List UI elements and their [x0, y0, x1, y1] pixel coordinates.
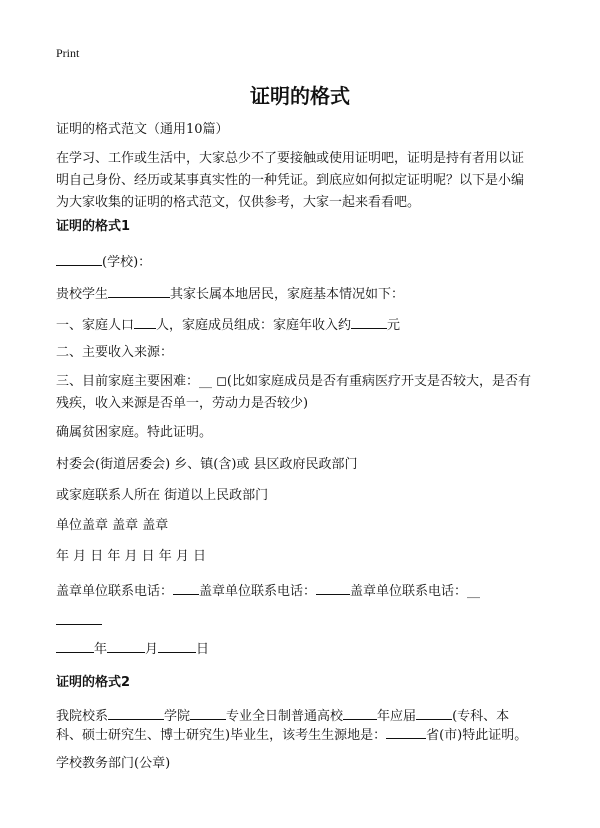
blank-field: [386, 724, 426, 739]
date-line: 年 月 日 年 月 日 年 月 日: [56, 549, 207, 564]
section-1-heading: 证明的格式1: [56, 219, 131, 234]
blank-field: [56, 610, 102, 625]
intro-line-1: 在学习、工作或生活中，大家总少不了要接触或使用证明吧，证明是持有者用以证: [56, 151, 525, 166]
graduate-text-5: (专科、本: [452, 709, 510, 724]
blank-field: [107, 638, 145, 653]
contact-line: 或家庭联系人所在 街道以上民政部门: [56, 488, 269, 503]
blank-field: [190, 705, 226, 720]
graduate-text-3: 专业全日制普通高校: [226, 709, 344, 724]
blank-field: [316, 580, 350, 595]
difficulty-line-2: 残疾，收入来源是否单一，劳动力是否较少): [56, 396, 309, 411]
graduate-line-2: [56, 724, 556, 745]
blank-field: [56, 251, 102, 266]
difficulty-paragraph: [56, 371, 548, 415]
blank-field: [56, 638, 94, 653]
blank-field: [158, 638, 196, 653]
document-subtitle: 证明的格式范文（通用10篇）: [56, 122, 229, 137]
intro-line-2: 明自己身份、经历或某事真实性的一种凭证。到底应如何拟定证明呢？以下是小编: [56, 173, 525, 188]
blank-field: [416, 705, 452, 720]
document-title: 证明的格式: [250, 84, 350, 108]
graduate-line-1: [56, 705, 556, 726]
phone-label-2: 盖章单位联系电话：: [199, 584, 317, 599]
blank-field: [173, 580, 199, 595]
student-line-suffix: 其家长属本地居民，家庭基本情况如下：: [170, 287, 405, 302]
school-line: [56, 251, 556, 272]
graduate-text-7: 省(市)特此证明。: [426, 728, 528, 743]
household-text-b: 人，家庭成员组成：家庭年收入约: [156, 318, 352, 333]
household-line: [56, 314, 556, 335]
income-source-line: 二、主要收入来源：: [56, 345, 174, 360]
date-year-label: 年: [94, 642, 108, 657]
phone-continuation-line: [56, 610, 556, 631]
blank-field: [351, 314, 387, 329]
confirm-line: 确属贫困家庭。特此证明。: [56, 425, 213, 440]
school-line-suffix: (学校)：: [102, 255, 152, 270]
graduate-text-4: 年应届: [377, 709, 417, 724]
student-line-prefix: 贵校学生: [56, 287, 109, 302]
village-line: 村委会(街道居委会) 乡、镇(含)或 县区政府民政部门: [56, 457, 358, 472]
date-month-label: 月: [145, 642, 159, 657]
intro-line-3: 为大家收集的证明的格式范文，仅供参考，大家一起来看看吧。: [56, 195, 421, 210]
graduate-text-6: 科、硕士研究生、博士研究生)毕业生，该考生生源地是：: [56, 728, 387, 743]
blank-field: [343, 705, 377, 720]
dept-line: 学校教务部门(公章): [56, 756, 171, 771]
phone-trailing: __: [467, 584, 481, 599]
signature-date-line: [56, 638, 556, 659]
blank-field: [134, 314, 156, 329]
household-text-a: 一、家庭人口: [56, 318, 135, 333]
seal-line: 单位盖章 盖章 盖章: [56, 518, 169, 533]
phone-line: [56, 580, 556, 601]
graduate-text-1: 我院校系: [56, 709, 109, 724]
blank-field: [108, 283, 170, 298]
phone-label-1: 盖章单位联系电话：: [56, 584, 174, 599]
student-line: [56, 283, 556, 304]
section-2-heading: 证明的格式2: [56, 675, 131, 690]
difficulty-line-1: 三、目前家庭主要困难：__ ◻(比如家庭成员是否有重病医疗开支是否较大，是否有: [56, 374, 531, 389]
household-text-c: 元: [387, 318, 401, 333]
print-label[interactable]: Print: [56, 46, 80, 60]
phone-label-3: 盖章单位联系电话：: [350, 584, 468, 599]
blank-field: [108, 705, 164, 720]
graduate-text-2: 学院: [164, 709, 191, 724]
date-day-label: 日: [196, 642, 210, 657]
intro-paragraph: [56, 148, 548, 214]
